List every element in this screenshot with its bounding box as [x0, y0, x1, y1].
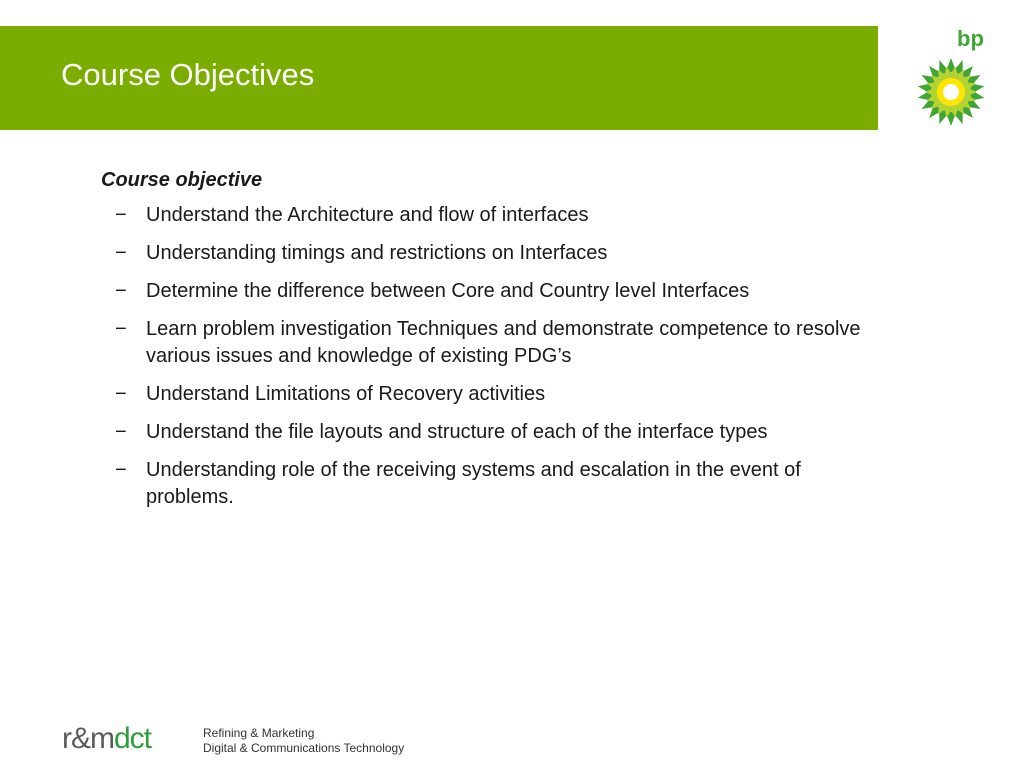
- dash-bullet: −: [115, 242, 127, 264]
- list-item: [101, 240, 881, 267]
- footer-tagline-line2: Digital & Communications Technology: [203, 741, 405, 755]
- dash-bullet: −: [115, 204, 127, 226]
- footer: [62, 722, 462, 762]
- list-item: [101, 202, 881, 229]
- objectives-content: [101, 168, 881, 522]
- dash-bullet: −: [115, 280, 127, 302]
- rmdct-logo: [62, 722, 151, 755]
- list-item-text: Understanding timings and restrictions on Interfaces: [146, 242, 608, 264]
- footer-tagline: [203, 726, 404, 756]
- rmdct-logo-part1: r&m: [62, 722, 114, 755]
- list-item: [101, 419, 881, 446]
- dash-bullet: −: [115, 383, 127, 405]
- slide-title: Course Objectives: [61, 57, 315, 92]
- list-item: [101, 457, 881, 511]
- list-item: [101, 278, 881, 305]
- dash-bullet: −: [115, 318, 127, 340]
- section-heading: Course objective: [101, 169, 263, 191]
- list-item-text: Understand the Architecture and flow of interfaces: [146, 204, 589, 226]
- dash-bullet: −: [115, 459, 127, 481]
- list-item-text: Learn problem investigation Techniques and demonstrate competence to resolve various issues and knowledge of existing PDG’s: [146, 318, 861, 367]
- bp-wordmark: bp: [957, 26, 984, 51]
- objectives-list: [101, 202, 881, 511]
- list-item-text: Determine the difference between Core and Country level Interfaces: [146, 280, 750, 302]
- dash-bullet: −: [115, 421, 127, 443]
- list-item-text: Understand the file layouts and structure of each of the interface types: [146, 421, 768, 443]
- bp-helios-logo-icon: [908, 26, 998, 130]
- list-item: [101, 316, 881, 370]
- footer-tagline-line1: Refining & Marketing: [203, 726, 315, 740]
- list-item: [101, 381, 881, 408]
- list-item-text: Understand Limitations of Recovery activities: [146, 383, 546, 405]
- rmdct-logo-part2: dct: [114, 722, 152, 755]
- list-item-text: Understanding role of the receiving systems and escalation in the event of problems.: [146, 459, 801, 508]
